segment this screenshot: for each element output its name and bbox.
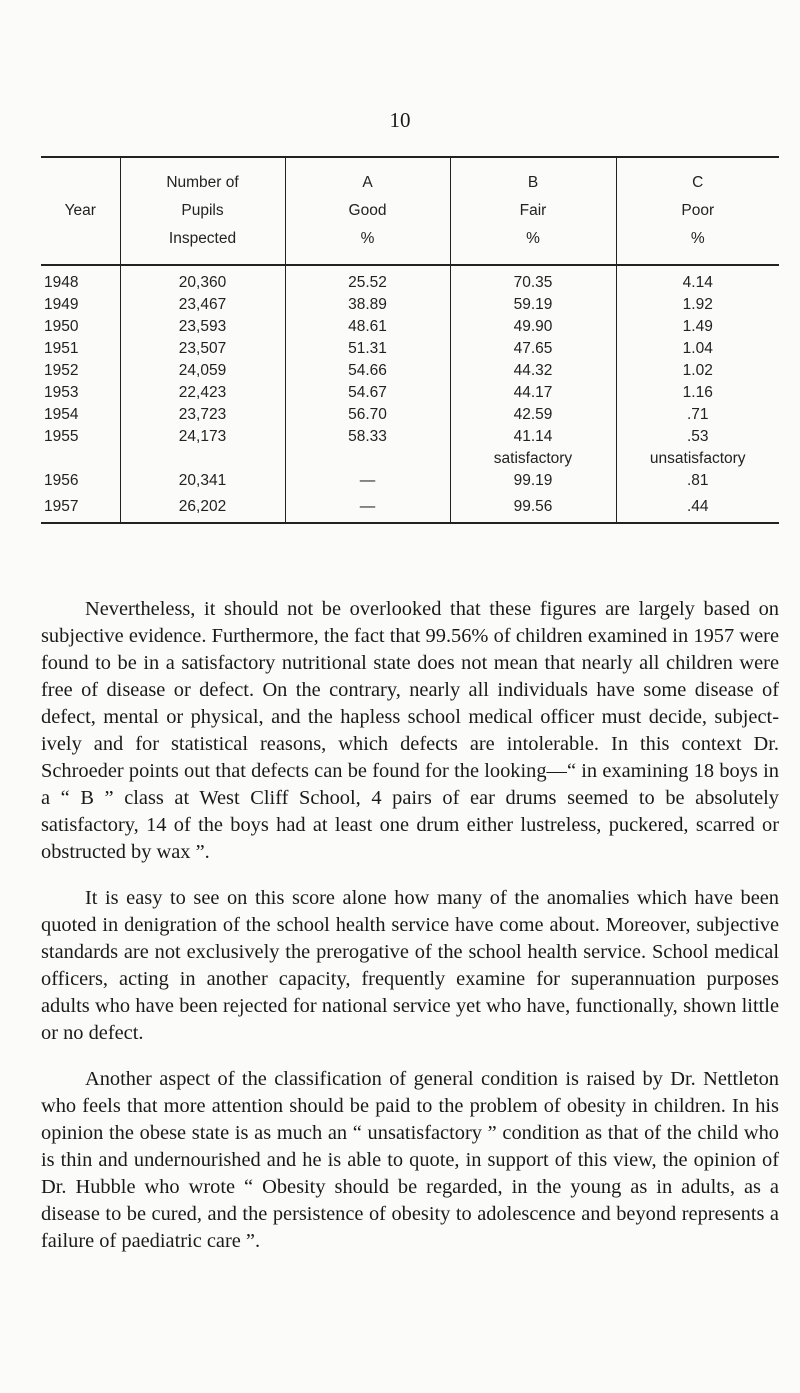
cell-year — [41, 448, 120, 470]
cell-year: 1953 — [44, 384, 79, 401]
cell-pupils: 23,593 — [120, 316, 285, 338]
cell-pupils — [120, 448, 285, 470]
cell-year: 1954 — [44, 406, 79, 423]
cell-fair: 44.17 — [450, 382, 616, 404]
cell-pupils: 23,507 — [120, 338, 285, 360]
table-row — [41, 338, 779, 360]
cell-good: 54.67 — [285, 382, 450, 404]
paragraph-3: Another aspect of the classification of general condition is raised by Dr. Nettleton who feels that more attention should be paid to the problem of obesity in children. In his opinion the obese state is as much an “ unsatisfactory ” condition as that of the child who is thin and undernourished and he is able to quote, in support of this view, the opinion of Dr. Hubble who wrote “ Obesity should be regarded, in the young as in adults, as a disease to be cured, and the persistence of obesity to adolescence and beyond represents a failure of paediatric care ”. — [41, 1068, 779, 1252]
cell-poor: .44 — [616, 492, 779, 523]
cell-year: 1957 — [44, 498, 79, 515]
table-row — [41, 265, 779, 294]
body-text — [41, 596, 779, 1274]
header-pupils-line-3: Inspected — [168, 230, 237, 247]
cell-fair: 44.32 — [450, 360, 616, 382]
header-year-line: Year — [64, 202, 96, 219]
nutrition-table — [41, 156, 779, 524]
page-number: 10 — [389, 108, 411, 132]
cell-fair: 42.59 — [450, 404, 616, 426]
cell-good: 56.70 — [285, 404, 450, 426]
cell-poor: 4.14 — [616, 265, 779, 294]
header-good-line-2: Good — [348, 202, 387, 219]
cell-pupils: 26,202 — [120, 492, 285, 523]
paragraph-1: Nevertheless, it should not be overlooked that these figures are largely based on subjective evidence. Furthermore, the fact that 99.56% of children examined in 1957 were found to be in a satisfactory nutritional state does not mean that nearly all children were free of disease or defect. On the contrary, nearly all individuals have some disease of defect, mental or physical, and the hapless school medical officer must decide, subjectively and for statistical reasons, which defects are intolerable. In this context Dr. Schroeder points out that defects can be found for the looking—“ in examining 18 boys in a “ B ” class at West Cliff School, 4 pairs of ear drums seemed to be absolutely satisfactory, 14 of the boys had at least one drum either lustreless, puckered, scarred or obstructed by wax ”. — [41, 598, 779, 863]
header-fair-line-1: B — [527, 174, 539, 191]
header-poor-line-1: C — [692, 174, 704, 191]
header-poor — [616, 157, 779, 265]
header-fair-line-2: Fair — [519, 202, 547, 219]
table-header — [41, 157, 779, 265]
cell-fair: 99.56 — [450, 492, 616, 523]
table-row — [41, 360, 779, 382]
header-pupils — [120, 157, 285, 265]
table-row — [41, 448, 779, 470]
cell-pupils: 23,467 — [120, 294, 285, 316]
cell-pupils: 20,360 — [120, 265, 285, 294]
header-poor-line-3: % — [690, 230, 705, 247]
header-poor-line-2: Poor — [681, 202, 715, 219]
cell-good: 58.33 — [285, 426, 450, 448]
cell-poor: 1.49 — [616, 316, 779, 338]
cell-good: 48.61 — [285, 316, 450, 338]
table-row — [41, 294, 779, 316]
cell-pupils: 24,059 — [120, 360, 285, 382]
table-row — [41, 492, 779, 523]
table-row — [41, 426, 779, 448]
cell-year: 1951 — [44, 340, 79, 357]
cell-year: 1952 — [44, 362, 79, 379]
table-row — [41, 404, 779, 426]
cell-pupils: 22,423 — [120, 382, 285, 404]
cell-year: 1948 — [44, 274, 79, 291]
header-pupils-line-1: Number of — [166, 174, 239, 191]
cell-good: 25.52 — [285, 265, 450, 294]
cell-pupils: 23,723 — [120, 404, 285, 426]
cell-good: — — [285, 492, 450, 523]
table-row — [41, 316, 779, 338]
cell-fair: 41.14 — [450, 426, 616, 448]
cell-fair: 49.90 — [450, 316, 616, 338]
cell-fair: 99.19 — [450, 470, 616, 492]
cell-pupils: 24,173 — [120, 426, 285, 448]
header-good-line-1: A — [362, 174, 373, 191]
cell-poor: .71 — [616, 404, 779, 426]
table-body — [41, 265, 779, 523]
cell-year: 1949 — [44, 296, 79, 313]
cell-fair: satisfactory — [450, 448, 616, 470]
cell-poor: .81 — [616, 470, 779, 492]
header-good-line-3: % — [360, 230, 375, 247]
cell-good: 51.31 — [285, 338, 450, 360]
cell-poor: 1.04 — [616, 338, 779, 360]
cell-poor: 1.16 — [616, 382, 779, 404]
cell-fair: 47.65 — [450, 338, 616, 360]
cell-poor: 1.92 — [616, 294, 779, 316]
cell-good: 38.89 — [285, 294, 450, 316]
header-fair-line-3: % — [526, 230, 540, 247]
table-row — [41, 382, 779, 404]
paragraph-2: It is easy to see on this score alone how many of the anomalies which have been quoted in denigration of the school health service have come about. Moreover, subjective standards are not exclusively the prerogative of the school health service. School medical officers, acting in another capacity, frequently examine for superannuation purposes adults who have been rejected for national service yet who have, functionally, shown little or no defect. — [41, 887, 779, 1044]
cell-year: 1950 — [44, 318, 79, 335]
cell-year: 1955 — [44, 428, 79, 445]
header-fair — [450, 157, 616, 265]
cell-poor: .53 — [616, 426, 779, 448]
header-year — [41, 157, 120, 265]
cell-poor: unsatisfactory — [616, 448, 779, 470]
cell-poor: 1.02 — [616, 360, 779, 382]
header-pupils-line-2: Pupils — [181, 202, 224, 219]
cell-fair: 59.19 — [450, 294, 616, 316]
header-good — [285, 157, 450, 265]
cell-pupils: 20,341 — [120, 470, 285, 492]
cell-good: — — [285, 470, 450, 492]
cell-fair: 70.35 — [450, 265, 616, 294]
cell-year: 1956 — [44, 472, 79, 489]
cell-good — [285, 448, 450, 470]
table-row — [41, 470, 779, 492]
cell-good: 54.66 — [285, 360, 450, 382]
header-row — [41, 157, 779, 265]
